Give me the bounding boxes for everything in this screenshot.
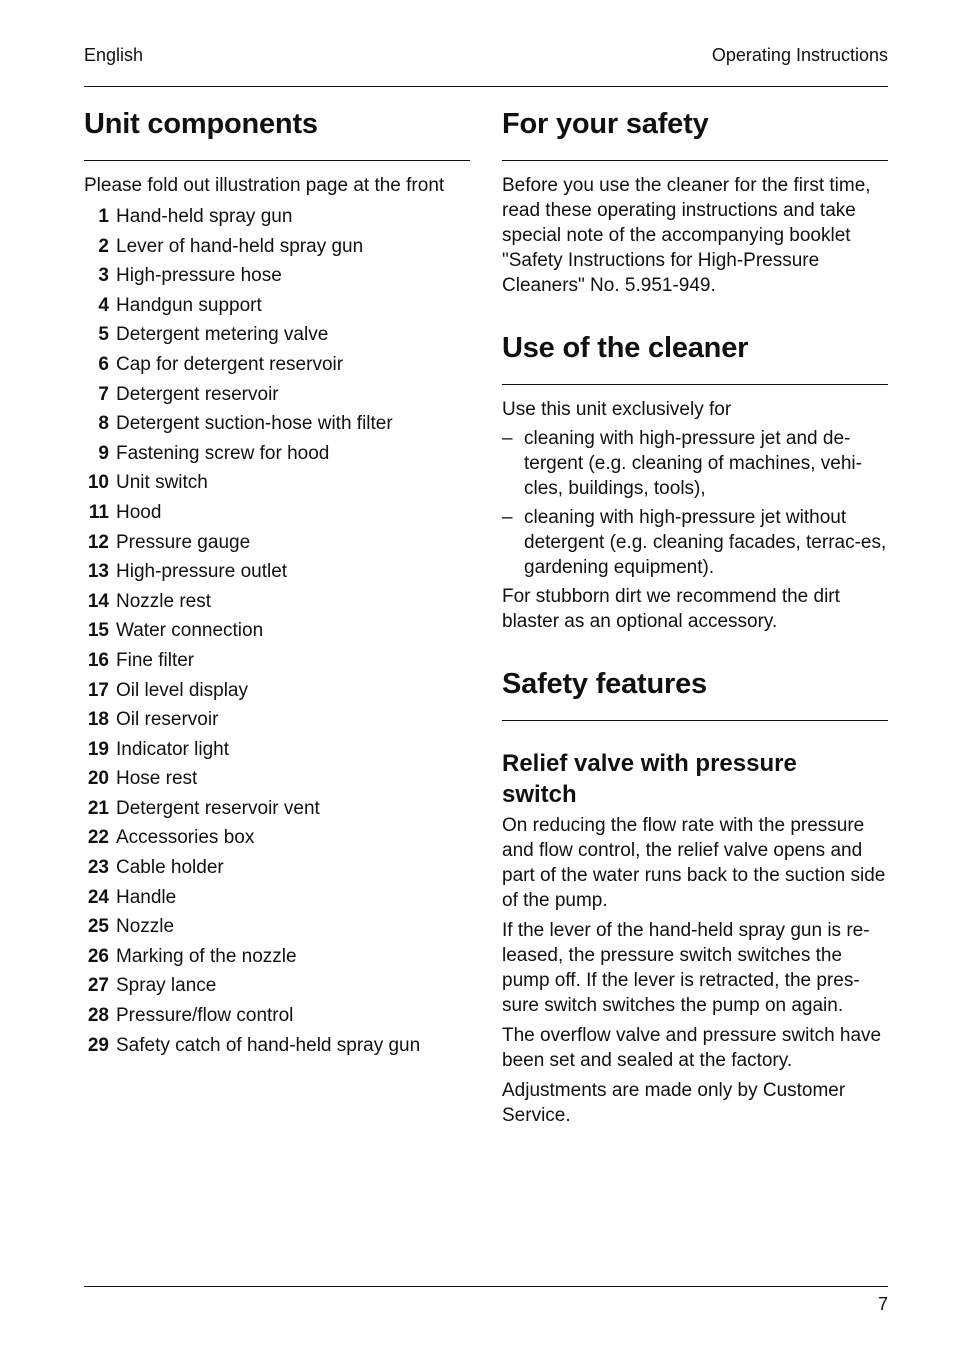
use-bullets	[502, 426, 892, 580]
dash-mark: –	[502, 428, 513, 449]
list-item: 2 Lever of hand-held spray gun	[98, 235, 364, 257]
list-item: 26 Marking of the nozzle	[87, 945, 297, 967]
list-item: 9 Fastening screw for hood	[98, 442, 330, 464]
unit-components-intro: Please fold out illustration page at the front	[84, 175, 445, 196]
footer-rule	[84, 1286, 888, 1287]
list-item: 17 Oil level display	[87, 679, 248, 701]
list-item: 28 Pressure/flow control	[87, 1005, 294, 1027]
list-item: 18 Oil reservoir	[87, 709, 219, 731]
list-item: 3 High-pressure hose	[98, 265, 282, 287]
list-item: 12 Pressure gauge	[87, 531, 251, 553]
list-item: 29 Safety catch of hand-held spray gun	[87, 1034, 421, 1056]
header-language: English	[84, 45, 144, 65]
use-intro: Use this unit exclusively for	[502, 399, 732, 420]
section-rule	[502, 160, 888, 161]
use-section	[502, 329, 892, 634]
list-item: – cleaning with high-pressure jet without detergent (e.g. cleaning facades, terrac-es, gardening equipment).	[502, 507, 887, 578]
section-rule	[84, 160, 470, 161]
page-number: 7	[877, 1294, 888, 1314]
list-item: 20 Hose rest	[87, 768, 198, 790]
section-rule	[502, 720, 888, 721]
unit-components-section	[84, 105, 474, 1060]
header-doc-title: Operating Instructions	[711, 45, 888, 65]
list-item: 5 Detergent metering valve	[98, 324, 329, 346]
list-item: 13 High-pressure outlet	[87, 561, 288, 583]
features-title: Safety features	[502, 668, 707, 700]
list-item: 27 Spray lance	[87, 975, 217, 997]
list-item: 1 Hand-held spray gun	[98, 206, 293, 227]
list-item: 15 Water connection	[87, 620, 264, 642]
list-item: 7 Detergent reservoir	[98, 383, 279, 405]
list-item: 23 Cable holder	[87, 857, 224, 879]
safety-title: For your safety	[502, 108, 709, 140]
list-item: 4 Handgun support	[98, 294, 262, 316]
header-rule	[84, 86, 888, 87]
list-item: 6 Cap for detergent reservoir	[98, 353, 344, 375]
list-item: 14 Nozzle rest	[87, 590, 212, 612]
features-section	[502, 665, 892, 1128]
section-rule	[502, 384, 888, 385]
list-item: 25 Nozzle	[87, 916, 175, 938]
list-item: – cleaning with high-pressure jet and de-tergent (e.g. cleaning of machines, vehi-cles, buildings, tools),	[502, 428, 862, 499]
list-item: 19 Indicator light	[87, 738, 230, 760]
list-item: 11 Hood	[88, 501, 162, 523]
unit-components-title: Unit components	[84, 108, 318, 140]
features-subtitle: Relief valve with pressure switch	[502, 750, 797, 808]
use-outro: For stubborn dirt we recommend the dirt blaster as an optional accessory.	[502, 586, 840, 632]
list-item: 8 Detergent suction-hose with filter	[98, 413, 393, 435]
list-item: 22 Accessories box	[87, 827, 255, 849]
use-title: Use of the cleaner	[502, 332, 749, 364]
features-paragraph: The overflow valve and pressure switch have been set and sealed at the factory.	[502, 1025, 882, 1071]
list-item: 21 Detergent reservoir vent	[87, 797, 320, 819]
features-paragraph: If the lever of the hand-held spray gun is re-leased, the pressure switch switches the pump off. If the lever is retracted, the pres-sure switch switches the pump on again.	[502, 920, 870, 1016]
right-column	[502, 105, 892, 1128]
dash-mark: –	[502, 507, 513, 528]
list-item: 16 Fine filter	[87, 649, 195, 671]
safety-text: Before you use the cleaner for the first time, read these operating instructions and take special note of the accompanying booklet "Safety Instructions for High-Pressure Cleaners" No. 5.951-949.	[502, 175, 871, 296]
parts-list	[84, 202, 474, 1060]
features-paragraph: On reducing the flow rate with the pressure and flow control, the relief valve opens and part of the water runs back to the suction side of the pump.	[502, 815, 886, 911]
safety-section	[502, 105, 892, 298]
list-item: 10 Unit switch	[87, 472, 208, 494]
list-item: 24 Handle	[87, 886, 177, 908]
features-paragraph: Adjustments are made only by Customer Service.	[502, 1080, 846, 1126]
